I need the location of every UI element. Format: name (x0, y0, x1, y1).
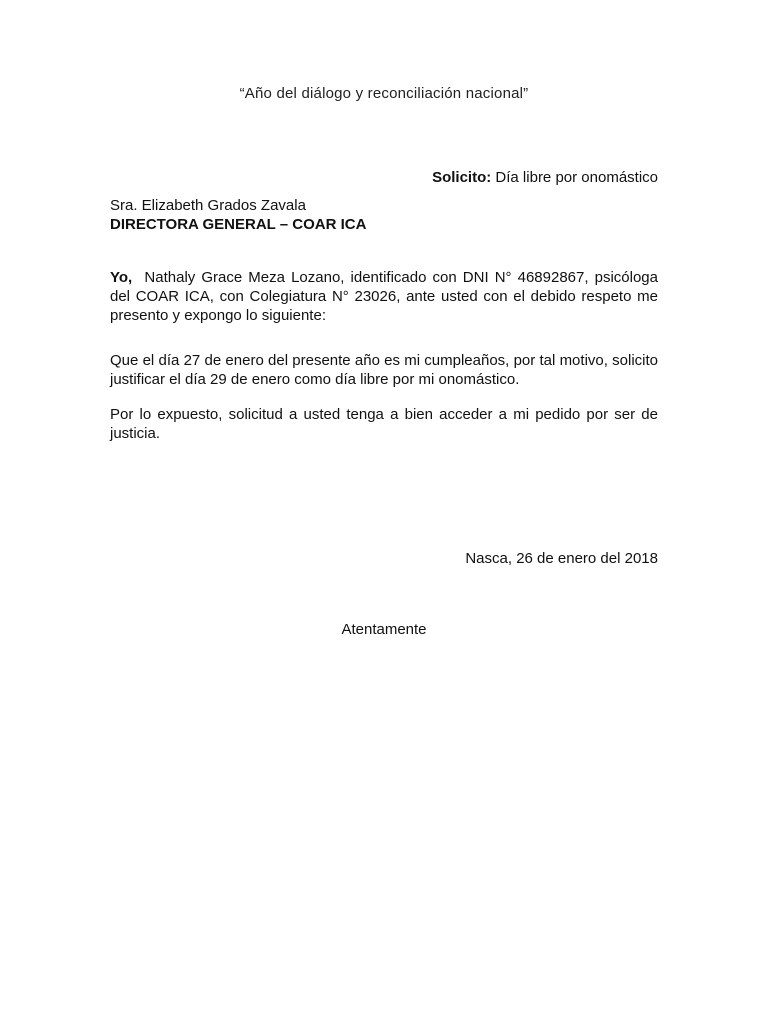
subject-line (432, 169, 658, 186)
place-date: Nasca, 26 de enero del 2018 (465, 550, 658, 567)
intro-paragraph (110, 268, 658, 325)
closing: Atentamente (341, 621, 427, 638)
recipient-title: DIRECTORA GENERAL – COAR ICA (110, 216, 367, 233)
subject-label: Solicito: (432, 169, 492, 186)
intro-text: Nathaly Grace Meza Lozano, identificado con DNI N° 46892867, psicóloga del COAR ICA, con Colegiatura N° 23026, ante usted con el debido respeto me presento y expongo lo siguiente: (110, 269, 658, 324)
intro-lead: Yo, (110, 269, 133, 286)
body-paragraph-2: Por lo expuesto, solicitud a usted tenga a bien acceder a mi pedido por ser de justicia. (110, 406, 658, 442)
recipient-name: Sra. Elizabeth Grados Zavala (110, 197, 306, 214)
year-motto: “Año del diálogo y reconciliación nacional” (239, 85, 529, 102)
body-paragraph-1: Que el día 27 de enero del presente año es mi cumpleaños, por tal motivo, solicito justificar el día 29 de enero como día libre por mi onomástico. (110, 352, 658, 388)
recipient-block (110, 196, 366, 234)
subject-text: Día libre por onomástico (495, 169, 658, 186)
